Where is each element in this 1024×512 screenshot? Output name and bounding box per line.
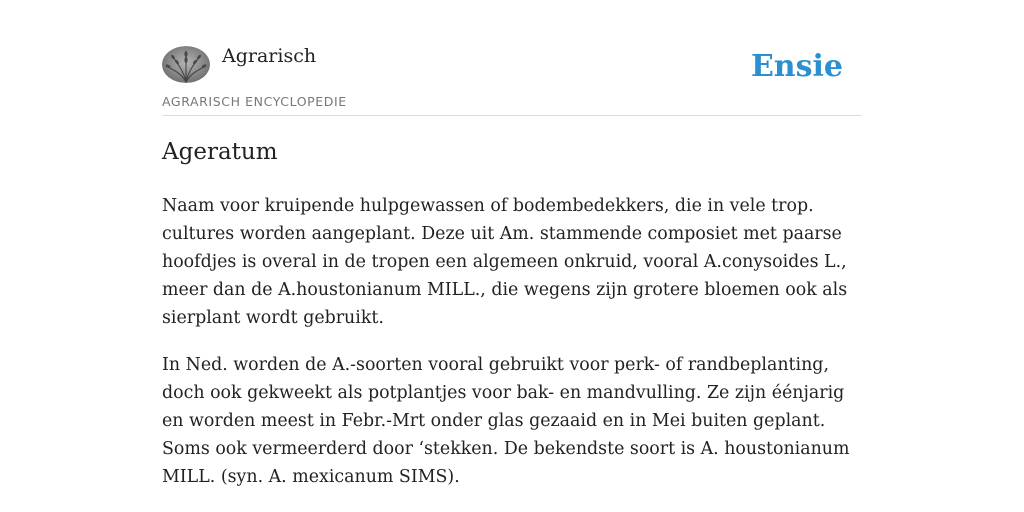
entry-paragraph-1: Naam voor kruipende hulpgewassen of bodembedekkers, die in vele trop. cultures worden aangeplant. Deze uit Am. stammende composiet met paarse hoofdjes is overal in de tropen een algemeen onkruid, vooral A.conysoides L., meer dan de A.houstonianum MILL., die wegens zijn grotere bloemen ook als sierplant wordt gebruikt. (162, 196, 848, 328)
entry-paragraph-2: In Ned. worden de A.-soorten vooral gebruikt voor perk- of randbeplanting, doch ook gekweekt als potplantjes voor bak- en mandvulling. Ze zijn éénjarig en worden meest in Febr.-Mrt onder glas gezaaid en in Mei buiten geplant. Soms ook vermeerderd door ‘stekken. De bekendste soort is A. houstonianum MILL. (syn. A. mexicanum SIMS). (162, 355, 850, 487)
entry-title: Ageratum (162, 139, 278, 165)
source-title[interactable]: Agrarisch (222, 45, 317, 67)
header (162, 0, 862, 116)
page (162, 0, 862, 512)
source-subtitle[interactable]: AGRARISCH ENCYCLOPEDIE (162, 94, 347, 109)
wheat-icon[interactable] (162, 46, 210, 83)
brand-logo-link[interactable]: Ensie (750, 49, 843, 84)
